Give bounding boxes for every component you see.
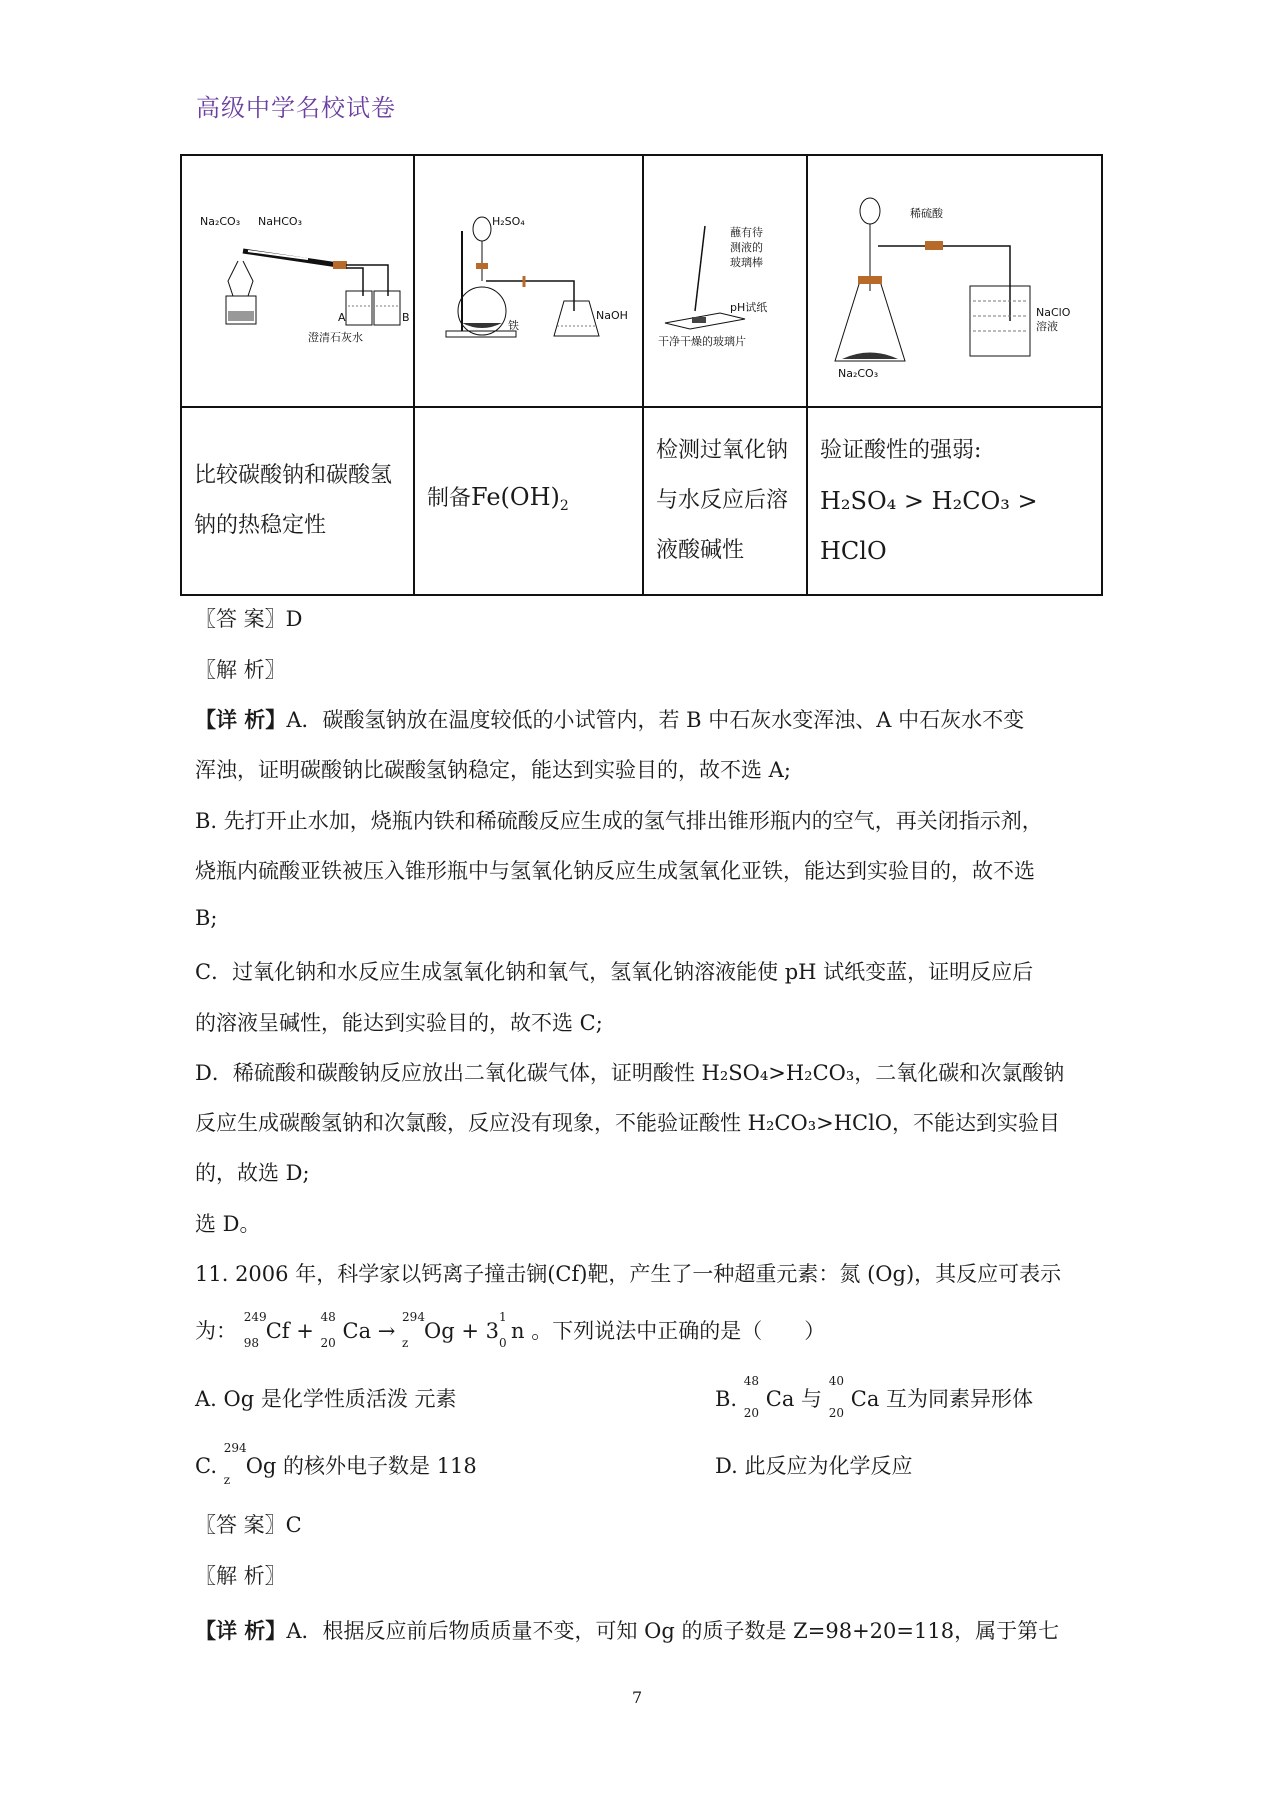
- figure-a-cell: [181, 155, 414, 407]
- q10-detail-line-10: 的，故选 D;: [195, 1161, 310, 1185]
- q11-stem-line-1: 11. 2006 年，科学家以钙离子撞击锎(Cf)靶，产生了一种超重元素：氮 (Og)，其反应可表示: [195, 1262, 1062, 1286]
- svg-text:pH试纸: pH试纸: [730, 301, 768, 314]
- svg-text:稀硫酸: 稀硫酸: [909, 207, 943, 220]
- q10-detail-line-1: 【详 析】A．碳酸氢钠放在温度较低的小试管内，若 B 中石灰水变浑浊、A 中石灰水不变: [195, 707, 1025, 732]
- nuclide-n: 1 0 n: [499, 1310, 525, 1350]
- q11-option-b: B. 48 20 Ca 与 40 20 Ca 互为同素异形体: [715, 1374, 1034, 1420]
- svg-text:B: B: [401, 311, 410, 324]
- q11-analysis: 〖解 析〗: [195, 1564, 286, 1588]
- svg-text:H₂SO₄: H₂SO₄: [491, 215, 525, 228]
- q10-detail-line-2: 浑浊，证明碳酸钠比碳酸氢钠稳定，能达到实验目的，故不选 A;: [195, 758, 791, 782]
- page-number: 7: [632, 1688, 643, 1707]
- figure-b-cell: [414, 155, 643, 407]
- cell-c-text: 检测过氧化钠与水反应后溶液酸碱性: [643, 407, 807, 595]
- svg-text:溶液: 溶液: [1035, 320, 1058, 333]
- q10-detail-line-4: 烧瓶内硫酸亚铁被压入锥形瓶中与氢氧化钠反应生成氢氧化亚铁，能达到实验目的，故不选: [195, 859, 1035, 883]
- q11-detail-line-1: 【详 析】A．根据反应前后物质质量不变，可知 Og 的质子数是 Z=98+20=118，属于第七: [195, 1618, 1060, 1643]
- q10-detail-line-9: 反应生成碳酸氢钠和次氯酸，反应没有现象，不能验证酸性 H₂CO₃>HClO，不能达到实验目: [195, 1111, 1061, 1135]
- q11-option-a: A. Og 是化学性质活泼 元素: [195, 1387, 457, 1411]
- svg-text:干净干燥的玻璃片: 干净干燥的玻璃片: [658, 335, 746, 348]
- q11-answer: 〖答 案〗C: [195, 1513, 302, 1537]
- svg-text:NaHCO₃: NaHCO₃: [257, 215, 302, 228]
- q10-detail-line-6: C．过氧化钠和水反应生成氢氧化钠和氧气，氢氧化钠溶液能使 pH 试纸变蓝，证明反应后: [195, 960, 1034, 984]
- q10-detail-line-11: 选 D。: [195, 1212, 261, 1236]
- header-title: 高级中学名校试卷: [196, 94, 396, 122]
- cell-a-text: 比较碳酸钠和碳酸氢钠的热稳定性: [181, 407, 414, 595]
- q11-stem-line-2: 为： 249 98 Cf + 48 20 Ca → 294 z Og + 3 1 0 n 。下列说法中正确的是（ ）: [195, 1310, 826, 1350]
- svg-text:澄清石灰水: 澄清石灰水: [307, 331, 363, 344]
- q10-detail-line-7: 的溶液呈碱性，能达到实验目的，故不选 C;: [195, 1011, 603, 1035]
- nuclide-ca: 48 20 Ca →: [320, 1310, 396, 1350]
- q10-answer: 〖答 案〗D: [195, 607, 303, 631]
- svg-text:Na₂CO₃: Na₂CO₃: [837, 367, 878, 380]
- figure-a-heat-apparatus: [188, 201, 408, 361]
- cell-b-text: 制备$Fe(OH)_2$: [414, 407, 643, 595]
- svg-text:NaClO: NaClO: [1035, 306, 1070, 319]
- svg-text:玻璃棒: 玻璃棒: [730, 256, 763, 269]
- q10-detail-line-5: B;: [195, 906, 218, 930]
- figure-c-ph-test: [650, 201, 800, 361]
- figure-d-acidity-apparatus: [820, 181, 1090, 381]
- q11-option-c: C. 294 z Og 的核外电子数是 118: [195, 1441, 477, 1487]
- svg-text:NaOH: NaOH: [595, 309, 628, 322]
- q10-detail-line-3: B. 先打开止水加，烧瓶内铁和稀硫酸反应生成的氢气排出锥形瓶内的空气，再关闭指示剂，: [195, 809, 1043, 833]
- svg-text:测液的: 测液的: [730, 241, 763, 254]
- cell-d-text: 验证酸性的强弱: H₂SO₄ > H₂CO₃ > HClO: [807, 407, 1102, 595]
- svg-text:A: A: [337, 311, 346, 324]
- svg-text:铁: 铁: [507, 319, 519, 332]
- figure-d-cell: [807, 155, 1102, 407]
- q11-option-d: D. 此反应为化学反应: [715, 1454, 913, 1478]
- figure-c-cell: [643, 155, 807, 407]
- experiment-table: [180, 154, 1103, 596]
- q10-analysis: 〖解 析〗: [195, 658, 286, 682]
- figure-b-feoh2-apparatus: [424, 201, 634, 361]
- q10-detail-line-8: D．稀硫酸和碳酸钠反应放出二氧化碳气体，证明酸性 H₂SO₄>H₂CO₃，二氧化碳和次氯酸钠: [195, 1061, 1065, 1085]
- svg-text:蘸有待: 蘸有待: [730, 226, 763, 239]
- nuclide-og: 294 z Og + 3: [402, 1310, 500, 1350]
- svg-text:Na₂CO₃: Na₂CO₃: [199, 215, 240, 228]
- nuclide-cf: 249 98 Cf +: [243, 1310, 314, 1350]
